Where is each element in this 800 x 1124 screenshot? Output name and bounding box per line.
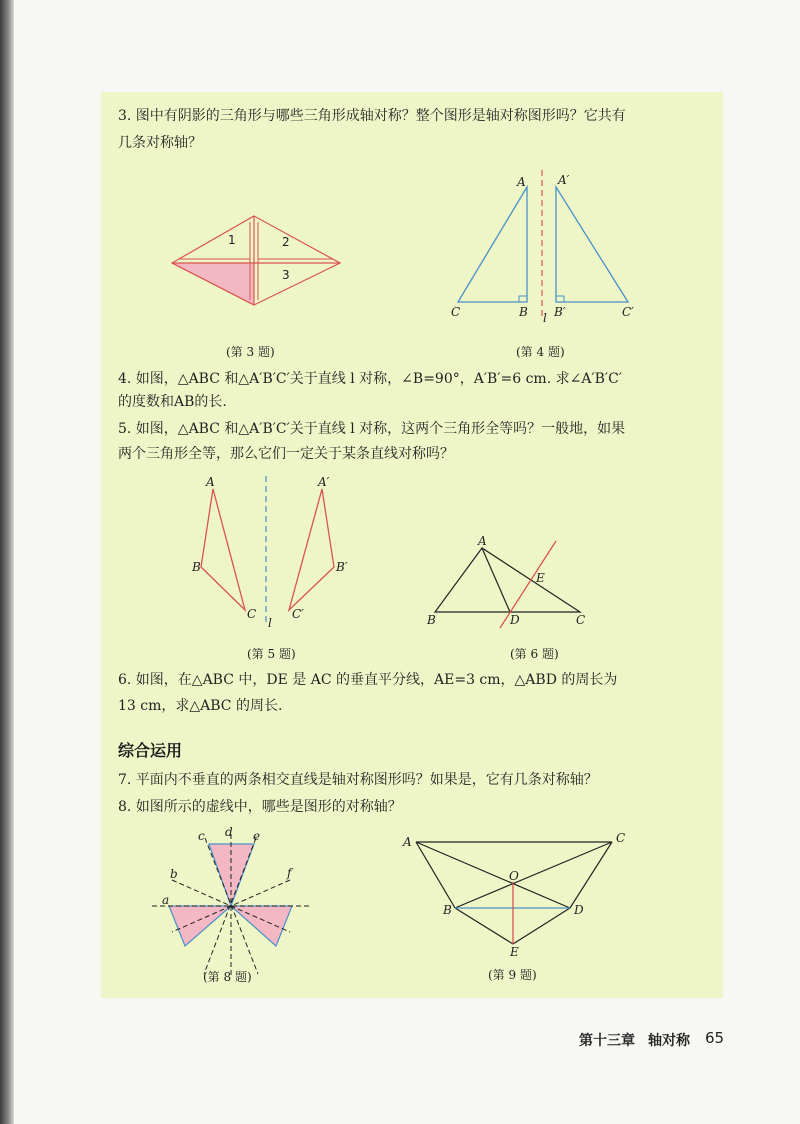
segment-cb xyxy=(455,842,612,908)
question-6-line-1: 6. 如图，在△ABC 中，DE 是 AC 的垂直平分线，AE=3 cm，△ABD 的周长为 xyxy=(118,672,618,688)
label-a: A xyxy=(478,534,487,548)
label-a: A xyxy=(517,175,526,189)
label-c: C xyxy=(616,831,626,845)
section-title: 综合运用 xyxy=(118,741,183,760)
question-3-line-1: 3. 图中有阴影的三角形与哪些三角形成轴对称？整个图形是轴对称图形吗？它共有 xyxy=(118,108,626,124)
caption-figure-3: (第 3 题) xyxy=(226,345,275,359)
caption-figure-9: (第 9 题) xyxy=(488,968,537,982)
label-e: e xyxy=(253,829,261,843)
label-c-prime: C′ xyxy=(622,305,634,319)
label-b-prime: B′ xyxy=(336,560,348,574)
question-5-line-2: 两个三角形全等，那么它们一定关于某条直线对称吗？ xyxy=(118,446,454,462)
label-c: C xyxy=(451,305,461,319)
label-f: f xyxy=(287,866,292,880)
label-a: A xyxy=(206,475,215,489)
label-3: 3 xyxy=(282,268,290,282)
segment-ab xyxy=(416,842,455,908)
label-c: c xyxy=(198,829,205,843)
label-d: d xyxy=(225,825,233,839)
label-b-prime: B′ xyxy=(554,305,566,319)
question-5-line-1: 5. 如图，△ABC 和△A′B′C′关于直线 l 对称，这两个三角形全等吗？一般地，如果 xyxy=(118,421,626,437)
question-4-line-1: 4. 如图，△ABC 和△A′B′C′关于直线 l 对称，∠B=90°，A′B′=6 cm. 求∠A′B′C′ xyxy=(118,371,622,387)
label-c: C xyxy=(247,607,257,621)
question-3-line-2: 几条对称轴？ xyxy=(118,135,202,151)
caption-figure-5: (第 5 题) xyxy=(247,647,296,661)
segment-be xyxy=(455,908,513,944)
caption-figure-6: (第 6 题) xyxy=(510,647,559,661)
page-number: 65 xyxy=(705,1029,725,1047)
label-d: D xyxy=(510,613,520,627)
label-o: O xyxy=(509,869,519,883)
label-a-prime: A′ xyxy=(558,173,570,187)
segment-de xyxy=(513,908,570,944)
segment-cd xyxy=(570,842,612,908)
footer-chapter: 第十三章 xyxy=(579,1033,635,1049)
segment-ad xyxy=(416,842,570,908)
question-8-line-1: 8. 如图所示的虚线中，哪些是图形的对称轴？ xyxy=(118,799,402,815)
label-c: C xyxy=(576,613,586,627)
label-a-prime: A′ xyxy=(318,475,330,489)
question-6-line-2: 13 cm，求△ABC 的周长. xyxy=(118,698,283,714)
label-l: l xyxy=(268,616,272,630)
label-b: b xyxy=(170,867,178,881)
label-e: E xyxy=(536,571,545,585)
caption-figure-4: (第 4 题) xyxy=(516,345,565,359)
label-b: B xyxy=(443,903,452,917)
label-l: l xyxy=(543,311,547,325)
caption-figure-8: (第 8 题) xyxy=(203,970,252,984)
label-d: D xyxy=(574,903,584,917)
label-a: A xyxy=(403,835,412,849)
label-b: B xyxy=(519,305,528,319)
label-e: E xyxy=(510,945,519,959)
footer-title: 轴对称 xyxy=(648,1033,690,1049)
label-1: 1 xyxy=(228,233,236,247)
label-b: B xyxy=(192,560,201,574)
label-2: 2 xyxy=(282,235,290,249)
question-4-line-2: 的度数和AB的长. xyxy=(118,394,227,410)
label-c-prime: C′ xyxy=(292,607,304,621)
question-7-line-1: 7. 平面内不垂直的两条相交直线是轴对称图形吗？如果是，它有几条对称轴？ xyxy=(118,772,598,788)
label-a: a xyxy=(162,893,170,907)
label-b: B xyxy=(427,613,436,627)
